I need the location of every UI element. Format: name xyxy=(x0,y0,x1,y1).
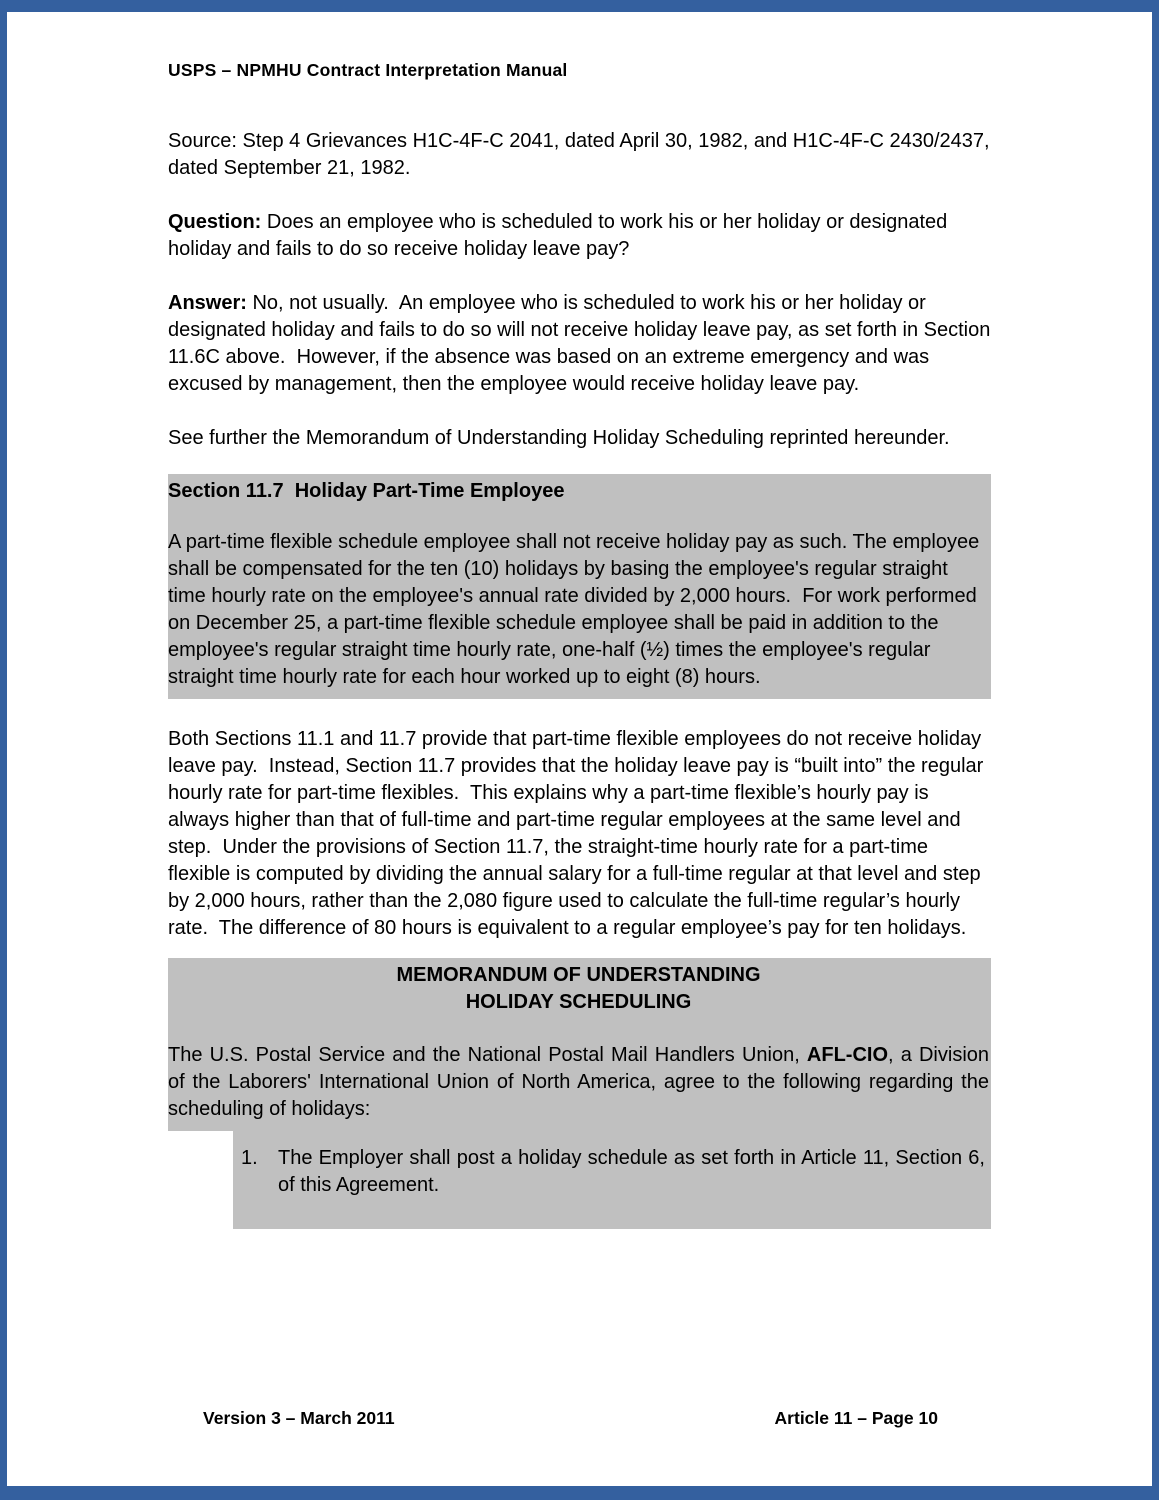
answer-text: No, not usually. An employee who is scheduled to work his or her holiday or designated holiday and fails to do so will not receive holiday leave pay, as set forth in Section 11.6C above. However, if the absence was based on an extreme emergency and was excused by management, then the employee would receive holiday leave pay. xyxy=(168,292,996,395)
question-text: Does an employee who is scheduled to work his or her holiday or designated holiday and fails to do so receive holiday leave pay? xyxy=(168,211,953,260)
page-footer xyxy=(203,1408,938,1429)
mou-title-line-2: HOLIDAY SCHEDULING xyxy=(465,991,692,1013)
afl-cio-label: AFL-CIO xyxy=(806,1044,889,1066)
list-item-number: 1. xyxy=(241,1147,258,1169)
mou-intro-post: , a Division of the Laborers' International Union of North America, agree to the following regarding the scheduling of holidays: xyxy=(168,1044,990,1120)
list-item-1 xyxy=(241,1145,985,1199)
document-page xyxy=(7,12,1152,1486)
document-header: USPS – NPMHU Contract Interpretation Manual xyxy=(168,60,568,80)
mou-title-line-1: MEMORANDUM OF UNDERSTANDING xyxy=(396,964,761,986)
footer-version: Version 3 – March 2011 xyxy=(203,1408,395,1428)
footer-page-number: Article 11 – Page 10 xyxy=(774,1408,938,1428)
section-11-7-heading: Section 11.7 Holiday Part-Time Employee xyxy=(168,480,565,502)
section-11-7-block xyxy=(168,474,991,699)
mou-list-block xyxy=(233,1131,991,1229)
analysis-paragraph: Both Sections 11.1 and 11.7 provide that part-time flexible employees do not receive holiday leave pay. Instead, Section 11.7 provides that the holiday leave pay is “built into” the regular hourly rate for part-time flexibles. This explains why a part-time flexible’s hourly pay is always higher than that of full-time and part-time regular employees at the same level and step. Under the provisions of Section 11.7, the straight-time hourly rate for a part-time flexible is computed by dividing the annual salary for a full-time regular at that level and step by 2,000 hours, rather than the 2,080 figure used to calculate the full-time regular’s hourly rate. The difference of 80 hours is equivalent to a regular employee’s pay for ten holidays. xyxy=(168,728,989,939)
answer-label: Answer: xyxy=(168,292,247,314)
source-paragraph: Source: Step 4 Grievances H1C-4F-C 2041, dated April 30, 1982, and H1C-4F-C 2430/2437, dated September 21, 1982. xyxy=(168,130,996,179)
page-content xyxy=(7,12,1152,1229)
mou-intro-pre: The U.S. Postal Service and the National Postal Mail Handlers Union, xyxy=(168,1044,807,1066)
question-label: Question: xyxy=(168,211,262,233)
list-item-text: The Employer shall post a holiday schedule as set forth in Article 11, Section 6, of this Agreement. xyxy=(278,1147,985,1196)
see-further-paragraph: See further the Memorandum of Understanding Holiday Scheduling reprinted hereunder. xyxy=(168,427,950,449)
question-paragraph xyxy=(168,209,991,263)
answer-paragraph xyxy=(168,290,996,398)
mou-block xyxy=(168,958,991,1131)
section-11-7-body: A part-time flexible schedule employee shall not receive holiday pay as such. The employee shall be compensated for the ten (10) holidays by basing the employee's regular straight time hourly rate on the employee's annual rate divided by 2,000 hours. For work performed on December 25, a part-time flexible schedule employee shall be paid in addition to the employee's regular straight time hourly rate, one-half (½) times the employee's regular straight time hourly rate for each hour worked up to eight (8) hours. xyxy=(168,531,985,688)
mou-intro-paragraph xyxy=(168,1042,989,1123)
